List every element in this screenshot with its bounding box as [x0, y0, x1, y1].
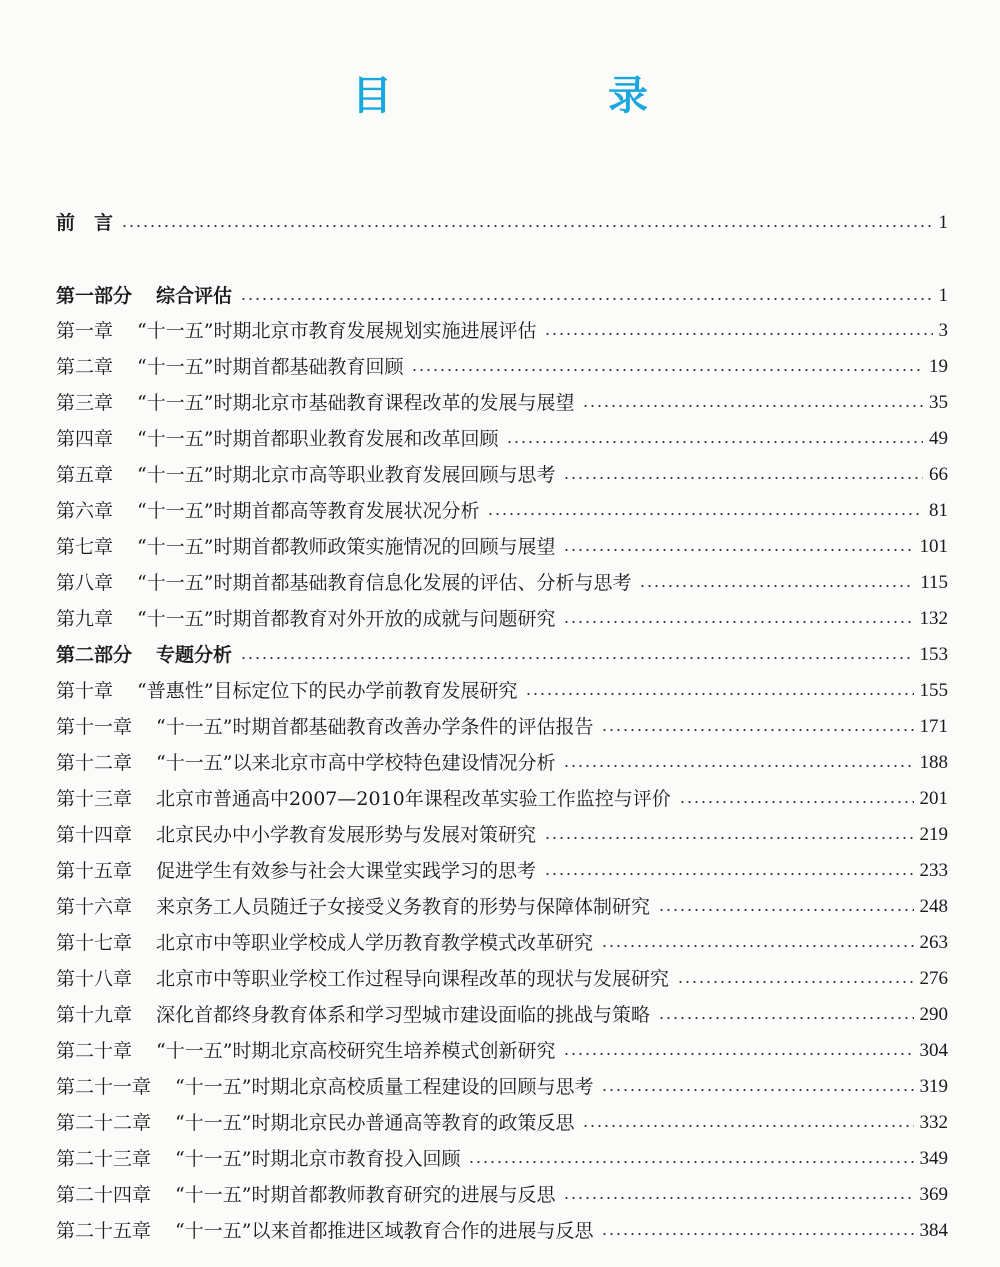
- part-title: 综合评估: [156, 285, 233, 307]
- chapter-title: “十一五”以来首都推进区域教育合作的进展与反思: [175, 1220, 594, 1242]
- chapter-title: 北京市中等职业学校工作过程导向课程改革的现状与发展研究: [156, 968, 670, 990]
- chapter-number: 第十章: [56, 680, 114, 702]
- toc-entry-preface[interactable]: [56, 208, 948, 238]
- toc-entry-chapter[interactable]: [56, 964, 948, 994]
- dot-leader: [658, 1017, 913, 1019]
- chapter-number: 第四章: [56, 428, 114, 450]
- dot-leader: [544, 333, 932, 335]
- page-number: 248: [919, 896, 948, 917]
- toc-entry-chapter[interactable]: [56, 820, 948, 850]
- page-number: 3: [938, 320, 948, 341]
- chapter-number: 第六章: [56, 500, 114, 522]
- dot-leader: [525, 693, 913, 695]
- chapter-number: 第二十二章: [56, 1112, 152, 1134]
- chapter-title: “十一五”时期首都基础教育信息化发展的评估、分析与思考: [137, 572, 632, 594]
- chapter-title: “普惠性”目标定位下的民办学前教育发展研究: [137, 680, 518, 702]
- toc-entry-chapter[interactable]: [56, 928, 948, 958]
- toc-entry-chapter[interactable]: [56, 316, 948, 346]
- dot-leader: [639, 585, 914, 587]
- toc-entry-chapter[interactable]: [56, 1000, 948, 1030]
- toc-entry-chapter[interactable]: [56, 676, 948, 706]
- toc-entry-chapter[interactable]: [56, 1144, 948, 1174]
- chapter-title: “十一五”时期首都高等教育发展状况分析: [137, 500, 480, 522]
- dot-leader: [601, 1233, 913, 1235]
- toc-entry-part-1[interactable]: [56, 281, 948, 311]
- page-number: 101: [919, 536, 948, 557]
- dot-leader: [679, 801, 914, 803]
- page-number: 115: [920, 572, 948, 593]
- dot-leader: [582, 405, 923, 407]
- chapter-number: 第七章: [56, 536, 114, 558]
- dot-leader: [677, 981, 913, 983]
- dot-leader: [601, 729, 913, 731]
- toc-entry-chapter[interactable]: [56, 856, 948, 886]
- chapter-number: 第一章: [56, 320, 114, 342]
- page-number: 1: [938, 285, 948, 306]
- chapter-title: “十一五”时期首都教师政策实施情况的回顾与展望: [137, 536, 556, 558]
- dot-leader: [487, 513, 923, 515]
- dot-leader: [544, 873, 913, 875]
- page-number: 81: [929, 500, 948, 521]
- page-number: 35: [929, 392, 948, 413]
- toc-entry-chapter[interactable]: [56, 892, 948, 922]
- chapter-title: 促进学生有效参与社会大课堂实践学习的思考: [156, 860, 537, 882]
- chapter-number: 第十七章: [56, 932, 133, 954]
- page-number: 49: [929, 428, 948, 449]
- page-number: 384: [919, 1220, 948, 1241]
- page-number: 155: [919, 680, 948, 701]
- toc-entry-chapter[interactable]: [56, 424, 948, 454]
- page-number: 304: [919, 1040, 948, 1061]
- toc-entry-chapter[interactable]: [56, 712, 948, 742]
- page-number: 153: [919, 644, 948, 665]
- page-number: 171: [919, 716, 948, 737]
- chapter-title: “十一五”时期北京市高等职业教育发展回顾与思考: [137, 464, 556, 486]
- chapter-number: 第二十三章: [56, 1148, 152, 1170]
- chapter-title: 北京市普通高中2007—2010年课程改革实验工作监控与评价: [156, 788, 671, 810]
- chapter-title: 深化首都终身教育体系和学习型城市建设面临的挑战与策略: [156, 1004, 651, 1026]
- chapter-title: 北京民办中小学教育发展形势与发展对策研究: [156, 824, 537, 846]
- toc-entry-chapter[interactable]: [56, 1180, 948, 1210]
- page-number: 132: [919, 608, 948, 629]
- dot-leader: [506, 441, 923, 443]
- chapter-number: 第十六章: [56, 896, 133, 918]
- chapter-title: “十一五”时期北京高校质量工程建设的回顾与思考: [175, 1076, 594, 1098]
- entry-label: 前 言: [56, 212, 114, 234]
- chapter-number: 第八章: [56, 572, 114, 594]
- toc-entry-chapter[interactable]: [56, 1036, 948, 1066]
- chapter-number: 第十八章: [56, 968, 133, 990]
- toc-entry-part-2[interactable]: [56, 640, 948, 670]
- page-number: 332: [919, 1112, 948, 1133]
- page-title: 目 录: [352, 73, 736, 119]
- dot-leader: [240, 657, 913, 659]
- chapter-number: 第二章: [56, 356, 114, 378]
- dot-leader: [563, 621, 913, 623]
- chapter-title: “十一五”时期北京市教育发展规划实施进展评估: [137, 320, 537, 342]
- dot-leader: [240, 298, 932, 300]
- page-number: 188: [919, 752, 948, 773]
- dot-leader: [544, 837, 913, 839]
- dot-leader: [563, 765, 913, 767]
- toc-entry-chapter[interactable]: [56, 604, 948, 634]
- page-number: 319: [919, 1076, 948, 1097]
- chapter-number: 第十九章: [56, 1004, 133, 1026]
- page-number: 349: [919, 1148, 948, 1169]
- toc-entry-chapter[interactable]: [56, 1108, 948, 1138]
- chapter-number: 第五章: [56, 464, 114, 486]
- dot-leader: [563, 1053, 913, 1055]
- toc-entry-chapter[interactable]: [56, 1216, 948, 1246]
- chapter-number: 第十五章: [56, 860, 133, 882]
- dot-leader: [563, 477, 923, 479]
- toc-entry-chapter[interactable]: [56, 748, 948, 778]
- toc-entry-chapter[interactable]: [56, 352, 948, 382]
- page-number: 19: [929, 356, 948, 377]
- toc-entry-chapter[interactable]: [56, 532, 948, 562]
- toc-entry-chapter[interactable]: [56, 388, 948, 418]
- part-label: 第二部分: [56, 644, 133, 666]
- part-title: 专题分析: [156, 644, 233, 666]
- page-number: 201: [919, 788, 948, 809]
- chapter-number: 第二十一章: [56, 1076, 152, 1098]
- chapter-number: 第十一章: [56, 716, 133, 738]
- toc-entry-chapter[interactable]: [56, 496, 948, 526]
- page-number: 276: [919, 968, 948, 989]
- chapter-title: “十一五”时期北京民办普通高等教育的政策反思: [175, 1112, 575, 1134]
- toc-entry-chapter[interactable]: [56, 460, 948, 490]
- page-number: 219: [919, 824, 948, 845]
- chapter-title: “十一五”时期首都基础教育改善办学条件的评估报告: [156, 716, 594, 738]
- page-number: 369: [919, 1184, 948, 1205]
- dot-leader: [121, 225, 932, 227]
- chapter-title: “十一五”时期北京市基础教育课程改革的发展与展望: [137, 392, 575, 414]
- dot-leader: [601, 1089, 913, 1091]
- chapter-number: 第三章: [56, 392, 114, 414]
- chapter-title: 来京务工人员随迁子女接受义务教育的形势与保障体制研究: [156, 896, 651, 918]
- chapter-number: 第十二章: [56, 752, 133, 774]
- page-number: 233: [919, 860, 948, 881]
- dot-leader: [582, 1125, 913, 1127]
- part-label: 第一部分: [56, 285, 133, 307]
- toc-entry-chapter[interactable]: [56, 568, 948, 598]
- chapter-title: “十一五”时期首都教育对外开放的成就与问题研究: [137, 608, 556, 630]
- dot-leader: [411, 369, 923, 371]
- toc-entry-chapter[interactable]: [56, 784, 948, 814]
- chapter-title: “十一五”时期首都教师教育研究的进展与反思: [175, 1184, 556, 1206]
- dot-leader: [468, 1161, 913, 1163]
- toc-entry-chapter[interactable]: [56, 1072, 948, 1102]
- page-number: 263: [919, 932, 948, 953]
- chapter-number: 第二十四章: [56, 1184, 152, 1206]
- chapter-number: 第十四章: [56, 824, 133, 846]
- dot-leader: [601, 945, 913, 947]
- chapter-number: 第十三章: [56, 788, 133, 810]
- chapter-number: 第二十五章: [56, 1220, 152, 1242]
- page-number: 1: [938, 212, 948, 233]
- chapter-title: 北京市中等职业学校成人学历教育教学模式改革研究: [156, 932, 594, 954]
- chapter-title: “十一五”时期北京高校研究生培养模式创新研究: [156, 1040, 556, 1062]
- chapter-title: “十一五”时期首都基础教育回顾: [137, 356, 404, 378]
- page-number: 66: [929, 464, 948, 485]
- page-number: 290: [919, 1004, 948, 1025]
- dot-leader: [658, 909, 913, 911]
- chapter-number: 第九章: [56, 608, 114, 630]
- chapter-number: 第二十章: [56, 1040, 133, 1062]
- chapter-title: “十一五”时期北京市教育投入回顾: [175, 1148, 461, 1170]
- dot-leader: [563, 1197, 913, 1199]
- chapter-title: “十一五”以来北京市高中学校特色建设情况分析: [156, 752, 556, 774]
- chapter-title: “十一五”时期首都职业教育发展和改革回顾: [137, 428, 499, 450]
- dot-leader: [563, 549, 913, 551]
